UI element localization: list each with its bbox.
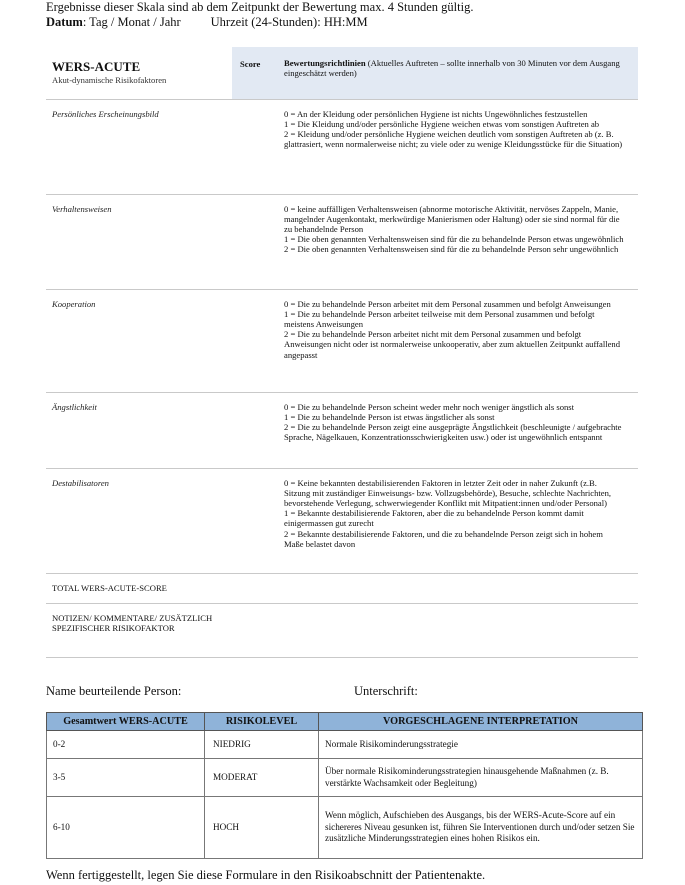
time-label: Uhrzeit (24-Stunden): HH:MM xyxy=(210,15,368,29)
interpretation-text: Normale Risikominderungsstrategie xyxy=(319,731,643,759)
date-value: : Tag / Monat / Jahr xyxy=(82,15,181,29)
rules-header-bold: Bewertungsrichtlinien xyxy=(284,58,366,68)
guideline-line: 2 = Kleidung und/oder persönliche Hygiene weichen deutlich vom sonstigen Auftreten ab (z. B. glattrasiert, wenn normalerweise nicht; zu viele oder zu wenige Kleidungsstücke für die Situation) xyxy=(284,128,623,150)
guideline-line: 1 = Die oben genannten Verhaltensweisen sind für die zu behandelnde Person etwas ungewöhnlich xyxy=(284,234,624,245)
risk-level: MODERAT xyxy=(205,759,319,797)
total-row xyxy=(46,573,638,603)
score-header: Score xyxy=(232,47,278,99)
score-cell[interactable] xyxy=(232,468,278,573)
score-cell[interactable] xyxy=(232,99,278,194)
guideline-line: 0 = An der Kleidung oder persönlichen Hygiene ist nichts Ungewöhnliches festzustellen xyxy=(284,108,588,119)
table-title-cell xyxy=(46,47,232,99)
signature-label: Unterschrift: xyxy=(354,684,418,698)
guideline-line: 0 = Keine bekannten destabilisierenden Faktoren in letzter Zeit oder in naher Zukunft (z.B. Sitzung mit zuständiger Einweisungs- bzw. Vollzugsbehörde), Besuche, schlechte Nachrichten, bevorstehende Verlegung, schwerwiegender Konflikt mit Mitpatient:innen und/oder Personal) xyxy=(284,477,612,508)
table-row xyxy=(46,392,638,468)
guideline-line: 0 = Die zu behandelnde Person arbeitet mit dem Personal zusammen und befolgt Anweisungen xyxy=(284,298,611,309)
rules-header xyxy=(278,47,638,99)
guideline-line: 2 = Bekannte destabilisierende Faktoren, und die zu behandelnde Person zeigt sich in hohem Maße belastet davon xyxy=(284,528,603,549)
table-row xyxy=(46,99,638,194)
score-range: 3-5 xyxy=(47,759,205,797)
guideline-line: 1 = Bekannte destabilisierende Faktoren, aber die zu behandelnde Person kommt damit einigermassen gut zurecht xyxy=(284,508,584,529)
date-time-line xyxy=(46,15,473,30)
total-score-cell[interactable] xyxy=(232,573,278,603)
guideline-line: 2 = Die zu behandelnde Person zeigt eine ausgeprägte Ängstlichkeit (beschleunigte / aufgebrachte Sprache, Nägelkauen, Konzentrationsschwierigkeiten usw.) oder ist ungewöhnlich entspannt xyxy=(284,421,622,443)
notes-field[interactable] xyxy=(232,603,638,657)
guideline-line: 2 = Die oben genannten Verhaltensweisen sind für die zu behandelnde Person sehr ungewöhnlich xyxy=(284,244,619,255)
table-row xyxy=(47,731,643,759)
table-row xyxy=(46,468,638,573)
score-range: 6-10 xyxy=(47,797,205,859)
intro xyxy=(46,0,473,30)
category-label: Destabilisatoren xyxy=(46,468,232,573)
category-label: Ängstlichkeit xyxy=(46,392,232,468)
guideline-cell xyxy=(278,289,638,392)
category-label: Verhaltensweisen xyxy=(46,194,232,289)
col-header-total: Gesamtwert WERS-ACUTE xyxy=(47,713,205,731)
score-cell[interactable] xyxy=(232,289,278,392)
score-cell[interactable] xyxy=(232,194,278,289)
guideline-cell xyxy=(278,194,638,289)
interpretation-text: Wenn möglich, Aufschieben des Ausgangs, bis der WERS-Acute-Score auf ein sichereres Niveau gesunken ist, führen Sie Interventionen durch und/oder setzen Sie zusätzliche Minderungsstrategien eines hohen Risikos ein. xyxy=(319,797,643,859)
validity-note: Ergebnisse dieser Skala sind ab dem Zeitpunkt der Bewertung max. 4 Stunden gültig. xyxy=(46,0,474,14)
guideline-line: 1 = Die zu behandelnde Person ist etwas ängstlicher als sonst xyxy=(284,411,495,422)
guideline-cell xyxy=(278,392,638,468)
risk-level: NIEDRIG xyxy=(205,731,319,759)
table-title: WERS-ACUTE xyxy=(52,59,141,74)
score-range: 0-2 xyxy=(47,731,205,759)
table-row xyxy=(47,797,643,859)
interpretation-header-row xyxy=(47,713,643,731)
category-label: Persönliches Erscheinungsbild xyxy=(46,99,232,194)
score-cell[interactable] xyxy=(232,392,278,468)
guideline-cell xyxy=(278,468,638,573)
footer-note: Wenn fertiggestellt, legen Sie diese Formulare in den Risikoabschnitt der Patientenakte. xyxy=(46,868,486,882)
notes-label: NOTIZEN/ KOMMENTARE/ ZUSÄTZLICH SPEZIFISCHER RISIKOFAKTOR xyxy=(46,603,232,657)
guideline-line: 2 = Die zu behandelnde Person arbeitet nicht mit dem Personal zusammen und befolgt Anweisungen nicht oder ist normalerweise unkooperativ, aber zum aktuellen Zeitpunkt auffallend angepasst xyxy=(284,329,621,360)
total-label: TOTAL WERS-ACUTE-SCORE xyxy=(46,573,232,603)
guideline-line: 1 = Die zu behandelnde Person arbeitet teilweise mit dem Personal zusammen und befolgt meistens Anweisungen xyxy=(284,308,595,329)
table-row xyxy=(46,194,638,289)
total-empty-cell xyxy=(278,573,638,603)
rules-header-rest: (Aktuelles Auftreten – sollte innerhalb von 30 Minuten vor dem Ausgang eingeschätzt werden) xyxy=(284,58,620,79)
table-row xyxy=(46,289,638,392)
date-label: Datum xyxy=(46,15,83,29)
table-row xyxy=(47,759,643,797)
guideline-line: 0 = Die zu behandelnde Person scheint weder mehr noch weniger ängstlich als sonst xyxy=(284,401,575,412)
col-header-level: RISIKOLEVEL xyxy=(205,713,319,731)
wers-acute-table xyxy=(46,47,638,658)
risk-level: HOCH xyxy=(205,797,319,859)
guideline-line: 1 = Die Kleidung und/oder persönliche Hygiene weichen etwas vom sonstigen Auftreten ab xyxy=(284,118,600,129)
table-header-row xyxy=(46,47,638,99)
interpretation-text: Über normale Risikominderungsstrategien hinausgehende Maßnahmen (z. B. verstärkte Wachsamkeit oder Begleitung) xyxy=(319,759,643,797)
col-header-interpretation: VORGESCHLAGENE INTERPRETATION xyxy=(319,713,643,731)
guideline-cell xyxy=(278,99,638,194)
notes-row xyxy=(46,603,638,657)
assessor-name-label: Name beurteilende Person: xyxy=(46,684,182,698)
category-label: Kooperation xyxy=(46,289,232,392)
interpretation-table xyxy=(46,712,643,859)
guideline-line: 0 = keine auffälligen Verhaltensweisen (abnorme motorische Aktivität, nervöses Zappeln, Manie, mangelnder Augenkontakt, merkwürdige Manierismen oder Haltung) oder sie sind normal für die zu behandelnde Person xyxy=(284,203,620,234)
table-subtitle: Akut-dynamische Risikofaktoren xyxy=(52,75,167,85)
